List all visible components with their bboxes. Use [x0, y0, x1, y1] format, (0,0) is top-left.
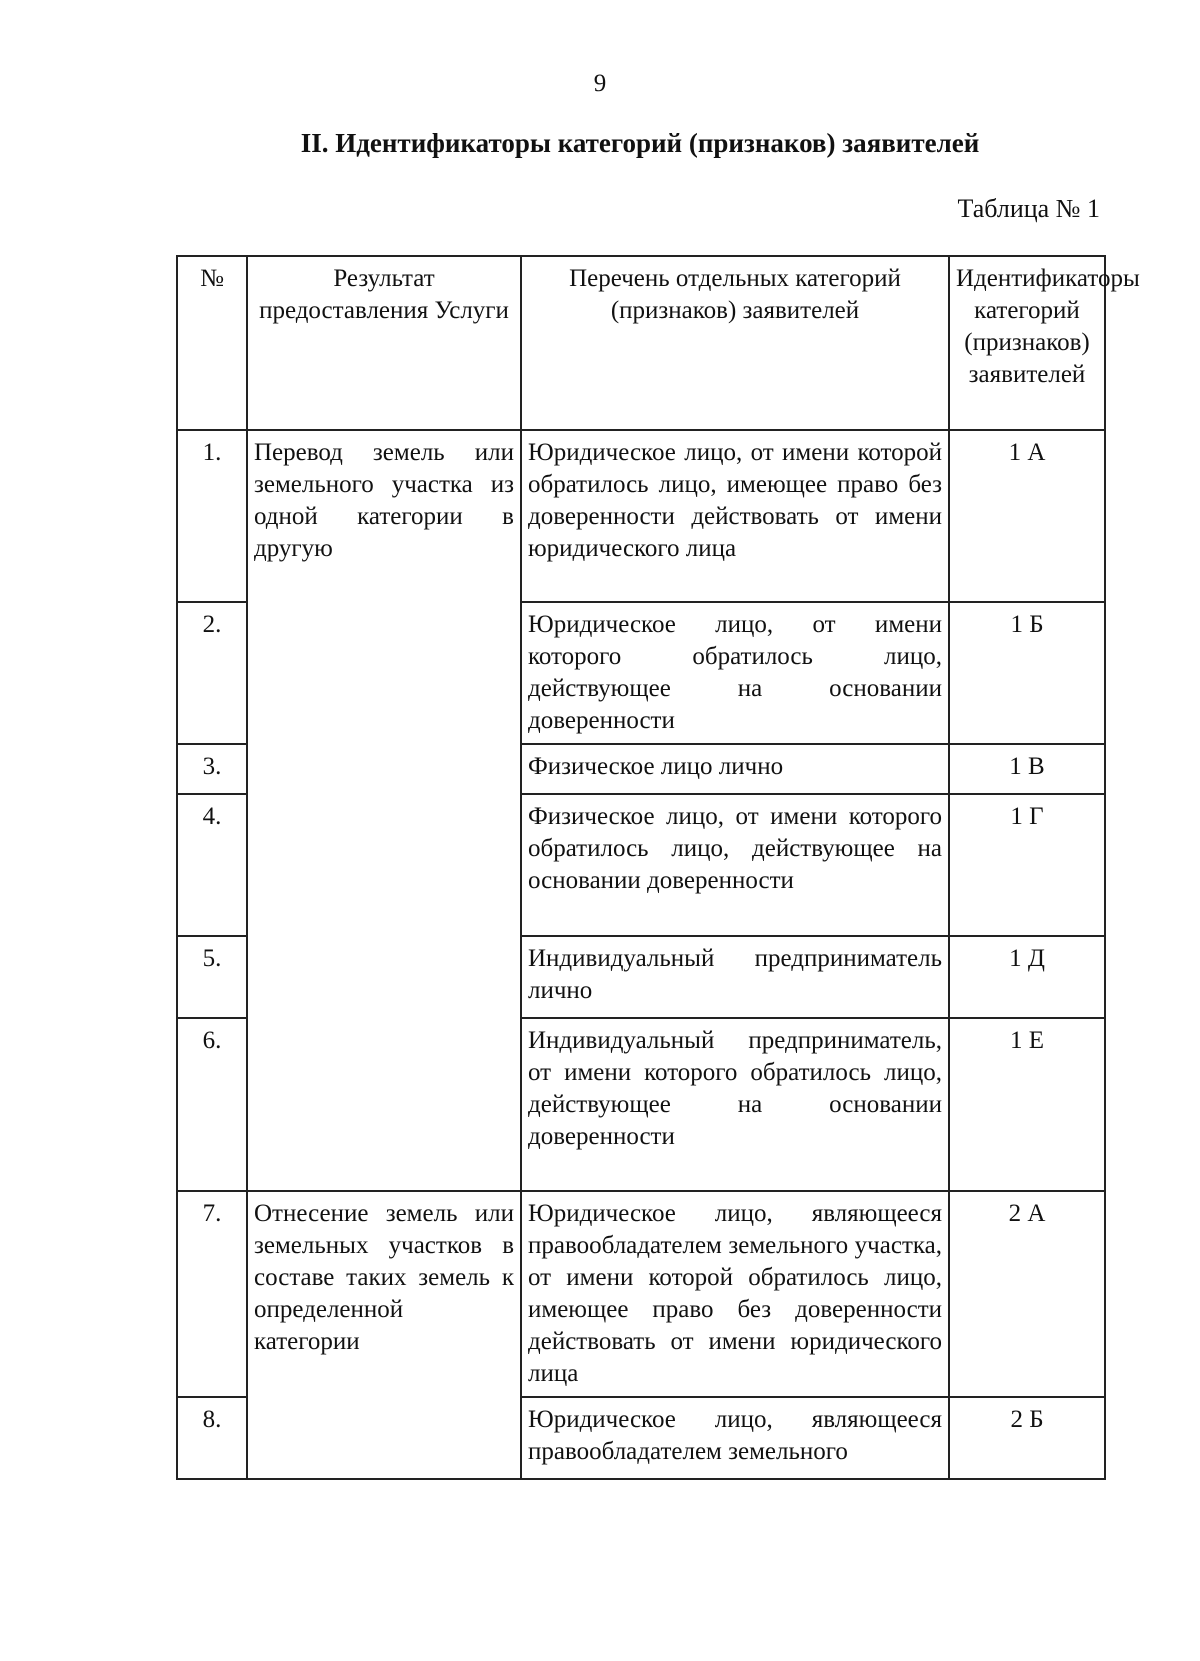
row-number: 4. — [177, 794, 247, 936]
table-row — [177, 430, 1105, 602]
table-header-row — [177, 256, 1105, 430]
category-cell: Физическое лицо лично — [521, 744, 949, 794]
header-identifier: Идентификаторы категорий (признаков) заявителей — [949, 256, 1105, 430]
row-number: 6. — [177, 1018, 247, 1191]
row-number: 5. — [177, 936, 247, 1018]
category-cell: Индивидуальный предприниматель лично — [521, 936, 949, 1018]
category-cell: Юридическое лицо, являющееся правообладателем земельного участка, от имени которой обратилось лицо, имеющее право без доверенности действовать от имени юридического лица — [521, 1191, 949, 1397]
identifier-cell: 1 А — [949, 430, 1105, 602]
row-number: 2. — [177, 602, 247, 744]
row-number: 8. — [177, 1397, 247, 1479]
section-title: II. Идентификаторы категорий (признаков) заявителей — [300, 128, 980, 158]
identifier-cell: 2 Б — [949, 1397, 1105, 1479]
row-number: 7. — [177, 1191, 247, 1397]
category-cell: Индивидуальный предприниматель, от имени которого обратилось лицо, действующее на основании доверенности — [521, 1018, 949, 1191]
header-category-list: Перечень отдельных категорий (признаков) заявителей — [521, 256, 949, 430]
header-result: Результат предоставления Услуги — [247, 256, 521, 430]
result-cell: Перевод земель или земельного участка из одной категории в другую — [247, 430, 521, 1191]
identifier-cell: 1 Б — [949, 602, 1105, 744]
identifier-cell: 1 Г — [949, 794, 1105, 936]
header-number: № — [177, 256, 247, 430]
identifier-cell: 2 А — [949, 1191, 1105, 1397]
category-cell: Юридическое лицо, от имени которого обратилось лицо, действующее на основании доверенности — [521, 602, 949, 744]
category-cell: Юридическое лицо, являющееся правообладателем земельного — [521, 1397, 949, 1479]
category-cell: Физическое лицо, от имени которого обратилось лицо, действующее на основании доверенности — [521, 794, 949, 936]
identifier-cell: 1 Е — [949, 1018, 1105, 1191]
table-row — [177, 1191, 1105, 1397]
row-number: 3. — [177, 744, 247, 794]
page-number: 9 — [593, 70, 607, 97]
identifier-cell: 1 В — [949, 744, 1105, 794]
applicant-categories-table — [176, 255, 1140, 1480]
identifier-cell: 1 Д — [949, 936, 1105, 1018]
category-cell: Юридическое лицо, от имени которой обратилось лицо, имеющее право без доверенности действовать от имени юридического лица — [521, 430, 949, 602]
table-caption: Таблица № 1 — [957, 194, 1100, 223]
row-number: 1. — [177, 430, 247, 602]
result-cell: Отнесение земель или земельных участков в составе таких земель к определенной категории — [247, 1191, 521, 1479]
